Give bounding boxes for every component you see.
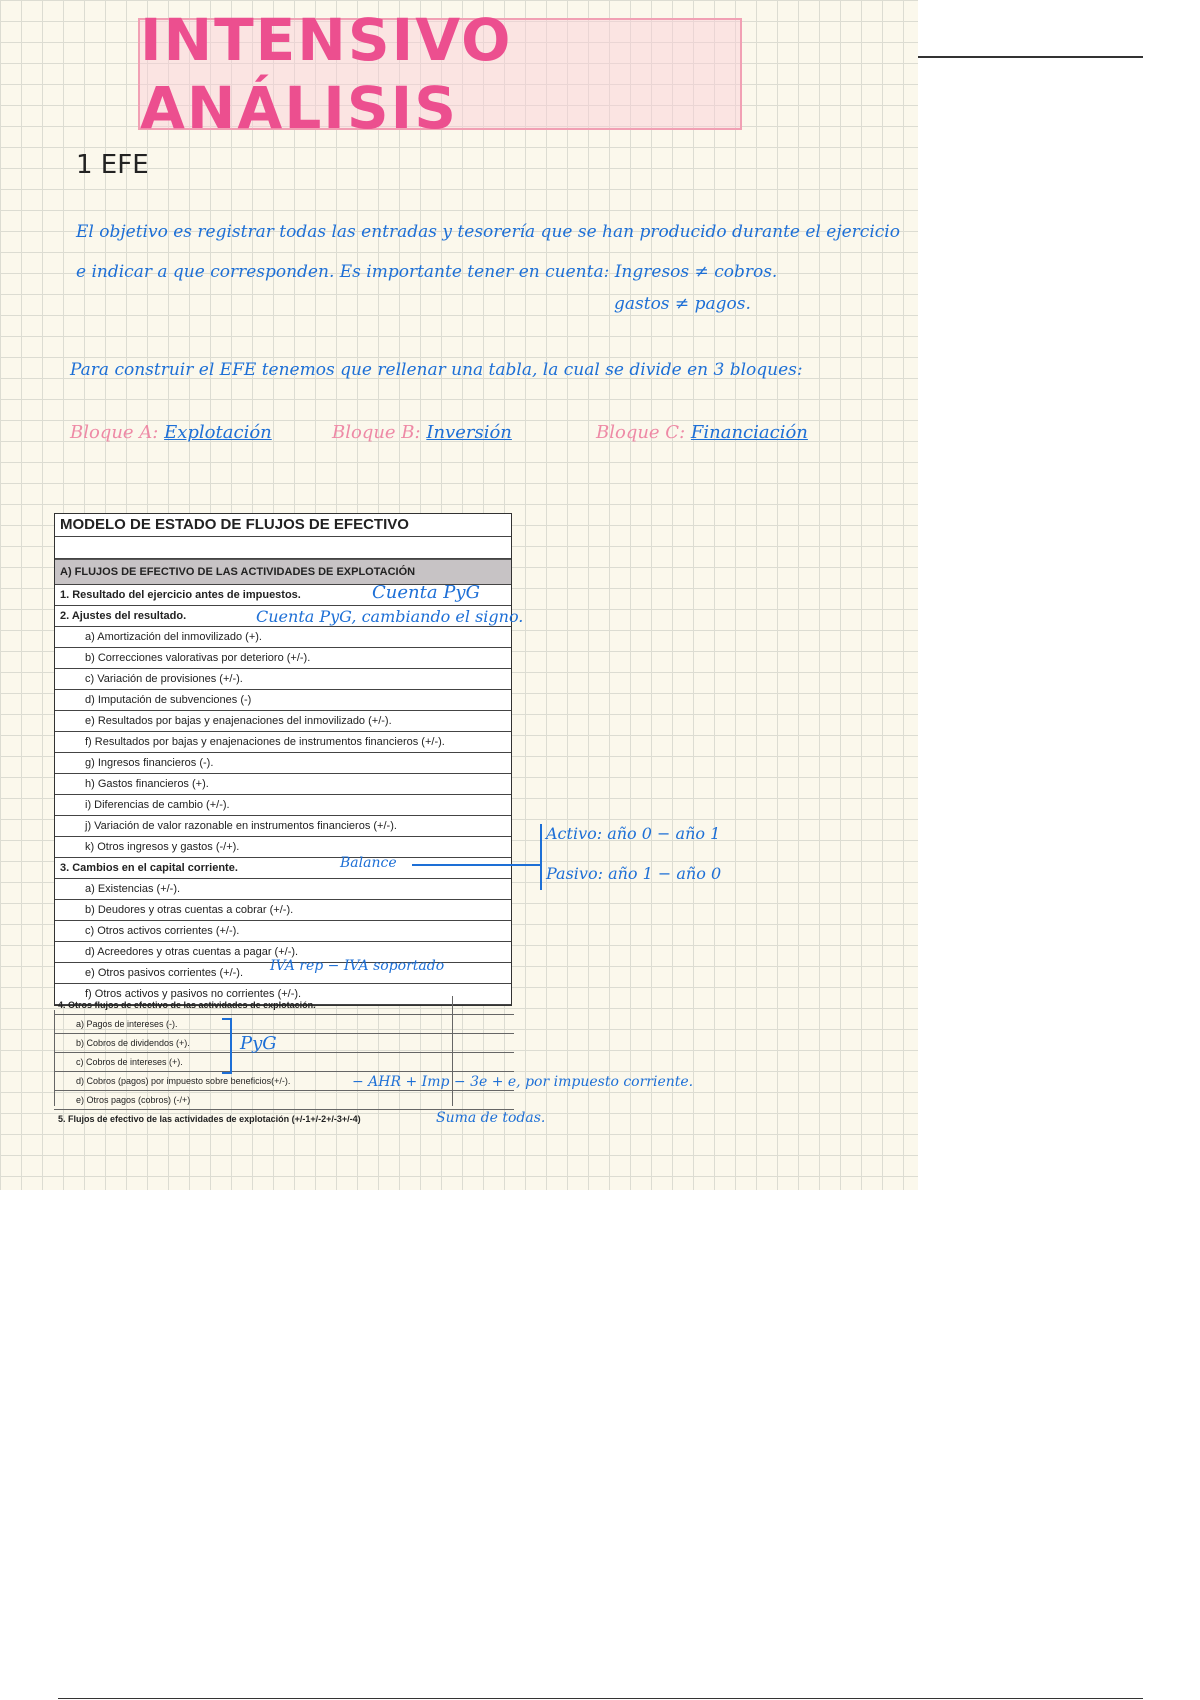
table-row: 4. Otros flujos de efectivo de las actividades de explotación. [54,996,514,1015]
table-row: e) Otros pagos (cobros) (-/+) [54,1091,514,1110]
note-line-1: El objetivo es registrar todas las entradas y tesorería que se han producido durante el ejercicio [76,222,900,242]
block-c [596,422,808,443]
table-row: i) Diferencias de cambio (+/-). [55,795,511,816]
table-row: a) Amortización del inmovilizado (+). [55,627,511,648]
annotation-pyg: PyG [240,1033,277,1054]
table-left-border [54,1010,55,1106]
block-a-name: Explotación [164,422,272,443]
annotation-activo: Activo: año 0 − año 1 [546,824,721,843]
annotation-cuenta-pyg: Cuenta PyG [372,582,480,603]
activo-pasivo-bracket [540,824,542,890]
block-b-name: Inversión [426,422,512,443]
block-b [332,422,512,443]
table-row: 5. Flujos de efectivo de las actividades de explotación (+/-1+/-2+/-3+/-4) [58,1114,361,1124]
table-row: 2. Ajustes del resultado. [55,606,511,627]
table-row: e) Resultados por bajas y enajenaciones del inmovilizado (+/-). [55,711,511,732]
annotation-ahr: − AHR + Imp − 3e + e, por impuesto corriente. [352,1074,694,1090]
table-row: 3. Cambios en el capital corriente. [55,858,511,879]
table-row: b) Correcciones valorativas por deterioro (+/-). [55,648,511,669]
table-row: e) Otros pasivos corrientes (+/-). [55,963,511,984]
block-c-name: Financiación [690,422,808,443]
table-row: a) Existencias (+/-). [55,879,511,900]
table-row: k) Otros ingresos y gastos (-/+). [55,837,511,858]
header-rule [918,56,1143,58]
title-banner [138,6,742,142]
table-row: c) Otros activos corrientes (+/-). [55,921,511,942]
table-row: c) Variación de provisiones (+/-). [55,669,511,690]
table-row: j) Variación de valor razonable en instrumentos financieros (+/-). [55,816,511,837]
table-row: f) Otros activos y pasivos no corrientes (+/-). [55,984,511,1005]
balance-connector-line [412,864,540,866]
block-a [70,422,272,443]
annotation-balance: Balance [340,855,397,871]
annotation-pasivo: Pasivo: año 1 − año 0 [546,864,722,883]
footer-rule [58,1698,1143,1699]
table-row: d) Cobros (pagos) por impuesto sobre beneficios(+/-). [54,1072,514,1091]
table-row: f) Resultados por bajas y enajenaciones de instrumentos financieros (+/-). [55,732,511,753]
table-row: g) Ingresos financieros (-). [55,753,511,774]
table-title: MODELO DE ESTADO DE FLUJOS DE EFECTIVO [55,514,511,537]
annotation-suma: Suma de todas. [436,1110,546,1126]
table-row: a) Pagos de intereses (-). [54,1015,514,1034]
table-row: d) Acreedores y otras cuentas a pagar (+/-). [55,942,511,963]
table-row: b) Deudores y otras cuentas a cobrar (+/-). [55,900,511,921]
annotation-cuenta-pyg-signo: Cuenta PyG, cambiando el signo. [256,607,524,626]
note-line-2: e indicar a que corresponden. Es importante tener en cuenta: Ingresos ≠ cobros. [76,262,778,282]
table-blank-row [55,537,511,559]
block-a-label: Bloque A: [70,422,159,443]
block-c-label: Bloque C: [596,422,686,443]
table-section-a: A) FLUJOS DE EFECTIVO DE LAS ACTIVIDADES DE EXPLOTACIÓN [55,559,511,585]
section-heading: 1 EFE [76,150,149,180]
block-b-label: Bloque B: [332,422,421,443]
note-line-3: gastos ≠ pagos. [614,294,751,314]
table-row: h) Gastos financieros (+). [55,774,511,795]
annotation-iva: IVA rep − IVA soportado [270,958,445,974]
table-row: 1. Resultado del ejercicio antes de impuestos. [55,585,511,606]
note-line-4: Para construir el EFE tenemos que rellenar una tabla, la cual se divide en 3 bloques: [70,360,803,380]
table-row: d) Imputación de subvenciones (-) [55,690,511,711]
page-title: INTENSIVO ANÁLISIS [140,6,513,142]
pyg-bracket [222,1018,232,1074]
table-row: b) Cobros de dividendos (+). [54,1034,514,1053]
efe-table-part-4 [54,996,514,1128]
table-row: c) Cobros de intereses (+). [54,1053,514,1072]
